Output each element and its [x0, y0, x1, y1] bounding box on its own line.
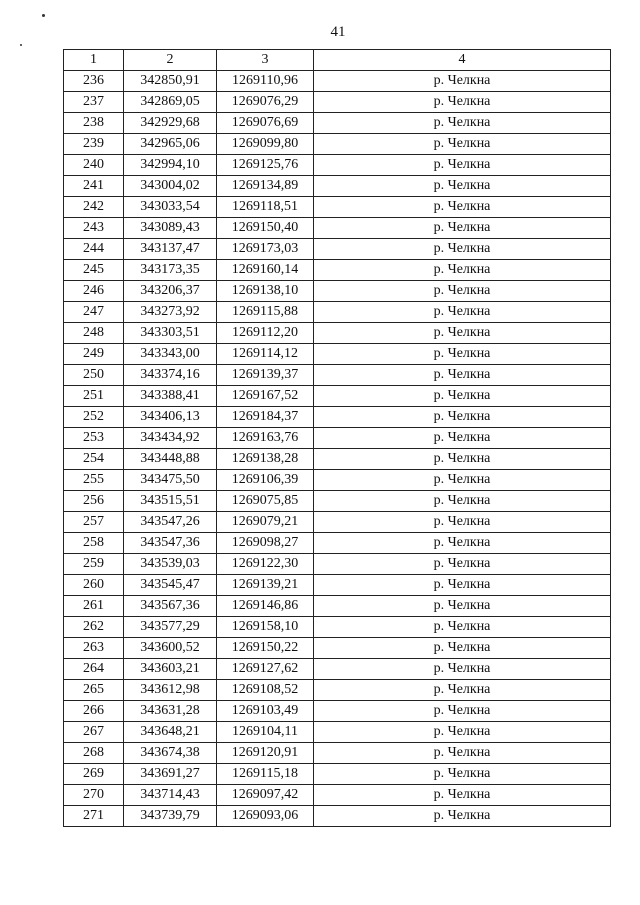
table-row — [64, 638, 611, 659]
table-row — [64, 113, 611, 134]
point-number-cell: 245 — [64, 260, 124, 281]
point-number-cell: 238 — [64, 113, 124, 134]
description-cell: р. Челкна — [314, 260, 611, 281]
description-cell: р. Челкна — [314, 281, 611, 302]
y-coordinate-cell: 1269093,06 — [217, 806, 314, 827]
point-number-cell: 237 — [64, 92, 124, 113]
x-coordinate-cell: 343434,92 — [124, 428, 217, 449]
y-coordinate-cell: 1269167,52 — [217, 386, 314, 407]
y-coordinate-cell: 1269122,30 — [217, 554, 314, 575]
description-cell: р. Челкна — [314, 596, 611, 617]
table-row — [64, 743, 611, 764]
x-coordinate-cell: 342994,10 — [124, 155, 217, 176]
table-row — [64, 260, 611, 281]
y-coordinate-cell: 1269075,85 — [217, 491, 314, 512]
table-row — [64, 71, 611, 92]
x-coordinate-cell: 343173,35 — [124, 260, 217, 281]
y-coordinate-cell: 1269160,14 — [217, 260, 314, 281]
y-coordinate-cell: 1269079,21 — [217, 512, 314, 533]
y-coordinate-cell: 1269098,27 — [217, 533, 314, 554]
description-cell: р. Челкна — [314, 92, 611, 113]
description-cell: р. Челкна — [314, 722, 611, 743]
point-number-cell: 249 — [64, 344, 124, 365]
point-number-cell: 242 — [64, 197, 124, 218]
description-cell: р. Челкна — [314, 470, 611, 491]
y-coordinate-cell: 1269184,37 — [217, 407, 314, 428]
table-row — [64, 659, 611, 680]
table-row — [64, 680, 611, 701]
y-coordinate-cell: 1269150,22 — [217, 638, 314, 659]
table-row — [64, 155, 611, 176]
y-coordinate-cell: 1269134,89 — [217, 176, 314, 197]
y-coordinate-cell: 1269110,96 — [217, 71, 314, 92]
table-row — [64, 302, 611, 323]
point-number-cell: 244 — [64, 239, 124, 260]
point-number-cell: 240 — [64, 155, 124, 176]
x-coordinate-cell: 343343,00 — [124, 344, 217, 365]
x-coordinate-cell: 343448,88 — [124, 449, 217, 470]
point-number-cell: 258 — [64, 533, 124, 554]
table-row — [64, 218, 611, 239]
x-coordinate-cell: 343600,52 — [124, 638, 217, 659]
description-cell: р. Челкна — [314, 365, 611, 386]
point-number-cell: 236 — [64, 71, 124, 92]
point-number-cell: 260 — [64, 575, 124, 596]
table-row — [64, 722, 611, 743]
x-coordinate-cell: 343674,38 — [124, 743, 217, 764]
x-coordinate-cell: 343303,51 — [124, 323, 217, 344]
description-cell: р. Челкна — [314, 449, 611, 470]
point-number-cell: 239 — [64, 134, 124, 155]
table-header-row — [64, 50, 611, 71]
table-row — [64, 806, 611, 827]
x-coordinate-cell: 343137,47 — [124, 239, 217, 260]
description-cell: р. Челкна — [314, 533, 611, 554]
x-coordinate-cell: 343547,36 — [124, 533, 217, 554]
table-row — [64, 407, 611, 428]
x-coordinate-cell: 342965,06 — [124, 134, 217, 155]
point-number-cell: 263 — [64, 638, 124, 659]
y-coordinate-cell: 1269163,76 — [217, 428, 314, 449]
description-cell: р. Челкна — [314, 344, 611, 365]
table-row — [64, 449, 611, 470]
column-header: 2 — [124, 50, 217, 71]
point-number-cell: 266 — [64, 701, 124, 722]
table-row — [64, 533, 611, 554]
table-row — [64, 617, 611, 638]
description-cell: р. Челкна — [314, 71, 611, 92]
table-row — [64, 176, 611, 197]
description-cell: р. Челкна — [314, 134, 611, 155]
table-row — [64, 764, 611, 785]
y-coordinate-cell: 1269099,80 — [217, 134, 314, 155]
coordinates-table — [63, 49, 611, 827]
x-coordinate-cell: 343648,21 — [124, 722, 217, 743]
description-cell: р. Челкна — [314, 806, 611, 827]
x-coordinate-cell: 343388,41 — [124, 386, 217, 407]
description-cell: р. Челкна — [314, 407, 611, 428]
description-cell: р. Челкна — [314, 239, 611, 260]
y-coordinate-cell: 1269125,76 — [217, 155, 314, 176]
x-coordinate-cell: 343691,27 — [124, 764, 217, 785]
y-coordinate-cell: 1269118,51 — [217, 197, 314, 218]
y-coordinate-cell: 1269138,28 — [217, 449, 314, 470]
x-coordinate-cell: 342850,91 — [124, 71, 217, 92]
y-coordinate-cell: 1269114,12 — [217, 344, 314, 365]
point-number-cell: 271 — [64, 806, 124, 827]
scan-speck — [20, 44, 22, 46]
table-row — [64, 92, 611, 113]
y-coordinate-cell: 1269076,69 — [217, 113, 314, 134]
description-cell: р. Челкна — [314, 218, 611, 239]
table-row — [64, 596, 611, 617]
y-coordinate-cell: 1269146,86 — [217, 596, 314, 617]
page-number: 41 — [330, 24, 346, 40]
y-coordinate-cell: 1269108,52 — [217, 680, 314, 701]
x-coordinate-cell: 343033,54 — [124, 197, 217, 218]
y-coordinate-cell: 1269139,21 — [217, 575, 314, 596]
x-coordinate-cell: 343739,79 — [124, 806, 217, 827]
table-body — [64, 71, 611, 827]
description-cell: р. Челкна — [314, 323, 611, 344]
table-row — [64, 470, 611, 491]
point-number-cell: 253 — [64, 428, 124, 449]
y-coordinate-cell: 1269104,11 — [217, 722, 314, 743]
y-coordinate-cell: 1269150,40 — [217, 218, 314, 239]
point-number-cell: 256 — [64, 491, 124, 512]
point-number-cell: 250 — [64, 365, 124, 386]
x-coordinate-cell: 343004,02 — [124, 176, 217, 197]
x-coordinate-cell: 343714,43 — [124, 785, 217, 806]
x-coordinate-cell: 343631,28 — [124, 701, 217, 722]
x-coordinate-cell: 343475,50 — [124, 470, 217, 491]
column-header: 1 — [64, 50, 124, 71]
point-number-cell: 241 — [64, 176, 124, 197]
column-header: 4 — [314, 50, 611, 71]
table-row — [64, 134, 611, 155]
table-row — [64, 239, 611, 260]
table-row — [64, 785, 611, 806]
y-coordinate-cell: 1269138,10 — [217, 281, 314, 302]
scan-speck — [42, 14, 45, 17]
description-cell: р. Челкна — [314, 701, 611, 722]
point-number-cell: 255 — [64, 470, 124, 491]
point-number-cell: 246 — [64, 281, 124, 302]
description-cell: р. Челкна — [314, 764, 611, 785]
table-row — [64, 344, 611, 365]
x-coordinate-cell: 343089,43 — [124, 218, 217, 239]
table-row — [64, 323, 611, 344]
x-coordinate-cell: 343206,37 — [124, 281, 217, 302]
x-coordinate-cell: 343612,98 — [124, 680, 217, 701]
y-coordinate-cell: 1269103,49 — [217, 701, 314, 722]
table-row — [64, 491, 611, 512]
point-number-cell: 254 — [64, 449, 124, 470]
point-number-cell: 264 — [64, 659, 124, 680]
x-coordinate-cell: 343603,21 — [124, 659, 217, 680]
x-coordinate-cell: 343567,36 — [124, 596, 217, 617]
x-coordinate-cell: 343374,16 — [124, 365, 217, 386]
x-coordinate-cell: 343545,47 — [124, 575, 217, 596]
x-coordinate-cell: 343577,29 — [124, 617, 217, 638]
description-cell: р. Челкна — [314, 302, 611, 323]
y-coordinate-cell: 1269115,88 — [217, 302, 314, 323]
description-cell: р. Челкна — [314, 176, 611, 197]
table-row — [64, 386, 611, 407]
x-coordinate-cell: 343515,51 — [124, 491, 217, 512]
y-coordinate-cell: 1269112,20 — [217, 323, 314, 344]
description-cell: р. Челкна — [314, 659, 611, 680]
x-coordinate-cell: 343539,03 — [124, 554, 217, 575]
point-number-cell: 261 — [64, 596, 124, 617]
table-row — [64, 554, 611, 575]
description-cell: р. Челкна — [314, 617, 611, 638]
point-number-cell: 251 — [64, 386, 124, 407]
table-row — [64, 428, 611, 449]
point-number-cell: 252 — [64, 407, 124, 428]
y-coordinate-cell: 1269173,03 — [217, 239, 314, 260]
y-coordinate-cell: 1269076,29 — [217, 92, 314, 113]
x-coordinate-cell: 342869,05 — [124, 92, 217, 113]
x-coordinate-cell: 343273,92 — [124, 302, 217, 323]
point-number-cell: 247 — [64, 302, 124, 323]
description-cell: р. Челкна — [314, 155, 611, 176]
y-coordinate-cell: 1269127,62 — [217, 659, 314, 680]
point-number-cell: 269 — [64, 764, 124, 785]
point-number-cell: 265 — [64, 680, 124, 701]
point-number-cell: 262 — [64, 617, 124, 638]
y-coordinate-cell: 1269106,39 — [217, 470, 314, 491]
column-header: 3 — [217, 50, 314, 71]
x-coordinate-cell: 342929,68 — [124, 113, 217, 134]
point-number-cell: 259 — [64, 554, 124, 575]
description-cell: р. Челкна — [314, 197, 611, 218]
table-row — [64, 701, 611, 722]
description-cell: р. Челкна — [314, 638, 611, 659]
point-number-cell: 270 — [64, 785, 124, 806]
point-number-cell: 257 — [64, 512, 124, 533]
y-coordinate-cell: 1269158,10 — [217, 617, 314, 638]
x-coordinate-cell: 343547,26 — [124, 512, 217, 533]
description-cell: р. Челкна — [314, 785, 611, 806]
y-coordinate-cell: 1269115,18 — [217, 764, 314, 785]
description-cell: р. Челкна — [314, 491, 611, 512]
table-row — [64, 365, 611, 386]
description-cell: р. Челкна — [314, 554, 611, 575]
description-cell: р. Челкна — [314, 680, 611, 701]
point-number-cell: 243 — [64, 218, 124, 239]
y-coordinate-cell: 1269120,91 — [217, 743, 314, 764]
point-number-cell: 268 — [64, 743, 124, 764]
point-number-cell: 248 — [64, 323, 124, 344]
table-row — [64, 575, 611, 596]
description-cell: р. Челкна — [314, 386, 611, 407]
description-cell: р. Челкна — [314, 512, 611, 533]
y-coordinate-cell: 1269139,37 — [217, 365, 314, 386]
table-row — [64, 281, 611, 302]
point-number-cell: 267 — [64, 722, 124, 743]
description-cell: р. Челкна — [314, 743, 611, 764]
table-row — [64, 197, 611, 218]
description-cell: р. Челкна — [314, 428, 611, 449]
table-row — [64, 512, 611, 533]
description-cell: р. Челкна — [314, 113, 611, 134]
x-coordinate-cell: 343406,13 — [124, 407, 217, 428]
y-coordinate-cell: 1269097,42 — [217, 785, 314, 806]
description-cell: р. Челкна — [314, 575, 611, 596]
